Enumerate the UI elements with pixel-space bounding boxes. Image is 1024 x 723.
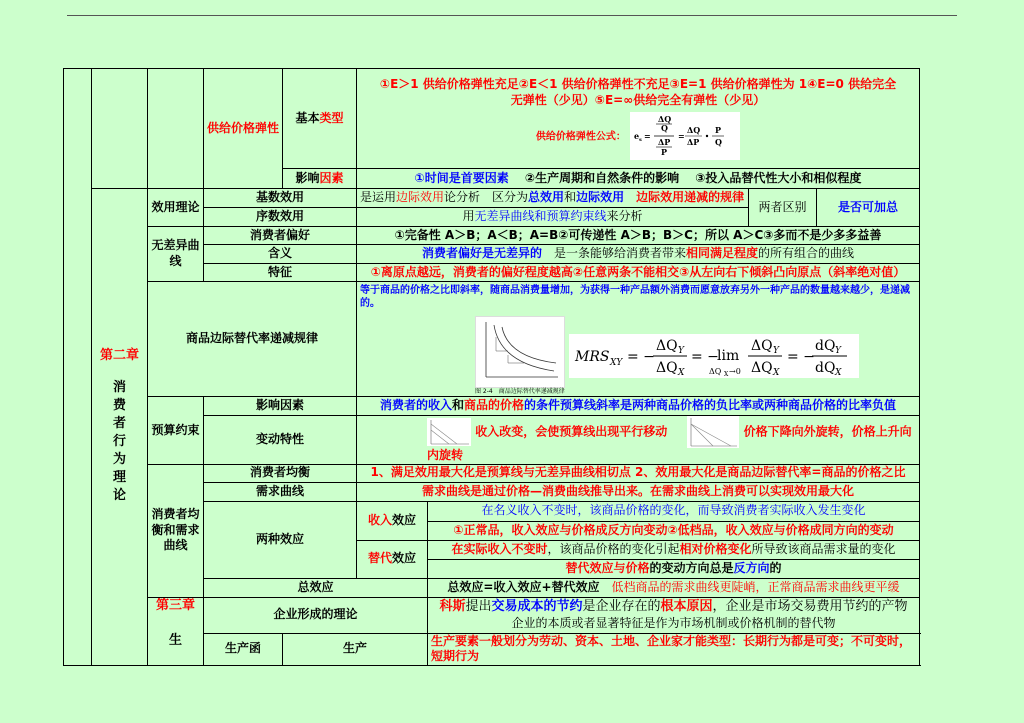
utility-theory-label: 效用理论 [148, 189, 204, 227]
cardinal-utility-label: 基数效用 [204, 189, 357, 208]
svg-text:ΔQ: ΔQ [708, 367, 722, 376]
production-function-label: 生产函 [204, 633, 283, 665]
feature-label: 特征 [204, 264, 357, 282]
basic-type-content [357, 69, 920, 169]
svg-text:X: X [723, 371, 729, 378]
svg-text:ΔQ: ΔQ [687, 124, 701, 135]
chapter3-title: 第三章 [155, 597, 195, 613]
consumer-equilibrium-content: 1、满足效用最大化是预算线与无差异曲线相切点 2、效用最大化是商品边际替代率=商品的价格之比 [357, 464, 920, 482]
svg-text:ΔQ: ΔQ [658, 113, 672, 124]
mrs-figure-caption: 图 2-4 商品边际替代率递减规律 [475, 388, 565, 395]
total-effect-label: 总效应 [204, 578, 428, 597]
svg-text:=: = [678, 130, 685, 141]
chapter2-cell [92, 189, 148, 666]
svg-text:X: X [677, 368, 685, 378]
total-effect-content: 总效应=收入效应+替代效应 低档商品的需求曲线更陡峭，正常商品需求曲线更平缓 [428, 578, 920, 597]
formula-label: 供给价格弹性公式： [535, 131, 626, 143]
left-margin-cell [64, 69, 92, 666]
svg-text:X: X [834, 368, 842, 378]
difference-value: 是否可加总 [817, 189, 920, 227]
svg-text:XY: XY [609, 358, 623, 368]
parallel-shift-graph [427, 418, 471, 446]
demand-curve-label: 需求曲线 [204, 482, 357, 501]
mrs-label: 商品边际替代率递减规律 [148, 282, 357, 397]
svg-text:dQ: dQ [814, 338, 836, 354]
svg-text:Q: Q [715, 136, 723, 147]
rotation-graph [687, 416, 739, 448]
svg-text:X: X [772, 368, 780, 378]
substitution-effect-direction: 替代效应与价格的变动方向总是反方向的 [428, 559, 920, 578]
svg-text:Y: Y [772, 346, 779, 356]
svg-text:dQ: dQ [814, 360, 836, 376]
empty-topic-cell [148, 69, 204, 189]
mrs-curve-graph [475, 316, 565, 388]
equilibrium-label: 消费者均衡和需求曲线 [148, 464, 204, 597]
svg-text:ΔP: ΔP [687, 136, 700, 147]
chapter3-cell [148, 597, 204, 665]
firm-theory-label: 企业形成的理论 [204, 597, 428, 633]
chapter3-name: 生 [168, 633, 182, 649]
svg-text:Y: Y [834, 346, 841, 356]
firm-theory-line2: 企业的本质或者显著特征是作为市场机制或价格机制的替代物 [511, 615, 836, 630]
two-effects-label: 两种效应 [204, 501, 357, 578]
empty-chapter-cell [92, 69, 148, 189]
svg-text:MRS: MRS [574, 349, 610, 365]
top-rule [67, 15, 957, 16]
svg-text:= −: = − [626, 349, 655, 365]
income-effect-detail: ①正常品，收入效应与价格成反方向变动②低档品，收入效应与价格成同方向的变动 [428, 521, 920, 540]
supply-elasticity-formula-image [630, 112, 740, 160]
difference-label: 两者区别 [749, 189, 817, 227]
basic-type-line2: 无弹性（少见）⑤E=∞供给完全有弹性（少见） [510, 93, 766, 107]
income-effect-desc: 在名义收入不变时，该商品价格的变化，而导致消费者实际收入发生变化 [428, 501, 920, 521]
ordinal-utility-label: 序数效用 [204, 208, 357, 227]
production-label: 生产 [283, 633, 428, 665]
basic-type-label: 基本类型 [283, 69, 357, 169]
svg-text:ΔQ: ΔQ [750, 360, 773, 376]
chapter2-name: 消 费 者 行 为 理 论 [112, 380, 126, 504]
summary-table [63, 68, 920, 666]
preference-content: ①完备性 A＞B；A＜B；A=B②可传递性 A＞B；B＞C；所以 A＞C③多而不是少多多益善 [357, 227, 920, 245]
svg-text:ΔQ: ΔQ [750, 338, 773, 354]
factors-label: 影响因素 [283, 169, 357, 189]
svg-text:→0: →0 [728, 367, 741, 376]
substitution-effect-desc: 在实际收入不变时，该商品价格的变化引起相对价格变化所导致该商品需求量的变化 [428, 540, 920, 559]
svg-text:s: s [639, 136, 642, 143]
demand-curve-content: 需求曲线是通过价格—消费曲线推导出来。在需求曲线上消费可以实现效用最大化 [357, 482, 920, 501]
svg-text:Y: Y [677, 346, 684, 356]
budget-factors-label: 影响因素 [204, 397, 357, 416]
cardinal-utility-content: 是运用边际效用论分析 区分为总效用和边际效用 边际效用递减的规律 [357, 189, 749, 208]
budget-factors-content: 消费者的收入和商品的价格的条件预算线斜率是两种商品价格的负比率或两种商品价格的比率负值 [357, 397, 920, 416]
svg-text:P: P [715, 124, 722, 135]
svg-text:ΔQ: ΔQ [655, 338, 678, 354]
change-property-content: 收入改变，会使预算线出现平行移动 价格下降向外旋转，价格上升向内旋转 [357, 416, 920, 465]
mrs-formula-image [569, 334, 859, 378]
substitution-effect-label: 替代效应 [357, 540, 428, 578]
svg-text:=: = [644, 130, 651, 141]
svg-text:ΔQ: ΔQ [655, 360, 678, 376]
change-property-label: 变动特性 [204, 416, 357, 465]
svg-text:ΔP: ΔP [658, 136, 671, 147]
factors-content: ①时间是首要因素 ②生产周期和自然条件的影响 ③投入品替代性大小和相似程度 [357, 169, 920, 189]
svg-text:Q: Q [661, 122, 669, 133]
consumer-equilibrium-label: 消费者均衡 [204, 464, 357, 482]
mrs-content [357, 282, 920, 397]
meaning-label: 含义 [204, 245, 357, 264]
svg-text:= −: = − [690, 349, 719, 365]
production-content: 生产要素一般划分为劳动、资本、土地、企业家才能类型：长期行为都是可变；不可变时，短期行为 [428, 633, 920, 665]
meaning-content: 消费者偏好是无差异的 是一条能够给消费者带来相同满足程度的所有组合的曲线 [357, 245, 920, 264]
ordinal-utility-content: 用无差异曲线和预算约束线来分析 [357, 208, 749, 227]
mrs-description: 等于商品的价格之比即斜率，随商品消费量增加，为获得一种产品额外消费而愿意放弃另外一种产品的数量越来越少，是递减的。 [360, 285, 910, 309]
firm-theory-content: 科斯提出交易成本的节约是企业存在的根本原因，企业是市场交易费用节约的产物 企业的本质或者显著特征是作为市场机制或价格机制的替代物 [428, 597, 920, 633]
svg-text:P: P [661, 146, 668, 157]
budget-constraint-label: 预算约束 [148, 397, 204, 465]
feature-content: ①离原点越远，消费者的偏好程度越高②任意两条不能相交③从左向右下倾斜凸向原点（斜率绝对值） [357, 264, 920, 282]
basic-type-line1: ①E＞1 供给价格弹性充足②E＜1 供给价格弹性不充足③E=1 供给价格弹性为 1④E=0 供给完全 [379, 77, 897, 92]
preference-label: 消费者偏好 [204, 227, 357, 245]
supply-elasticity-label: 供给价格弹性 [204, 69, 283, 189]
svg-text:e: e [634, 130, 640, 141]
indifference-curve-label: 无差异曲线 [148, 227, 204, 282]
svg-text:= −: = − [786, 349, 815, 365]
income-effect-label: 收入效应 [357, 501, 428, 540]
chapter2-title: 第二章 [99, 348, 139, 364]
svg-text:lim: lim [716, 348, 740, 364]
